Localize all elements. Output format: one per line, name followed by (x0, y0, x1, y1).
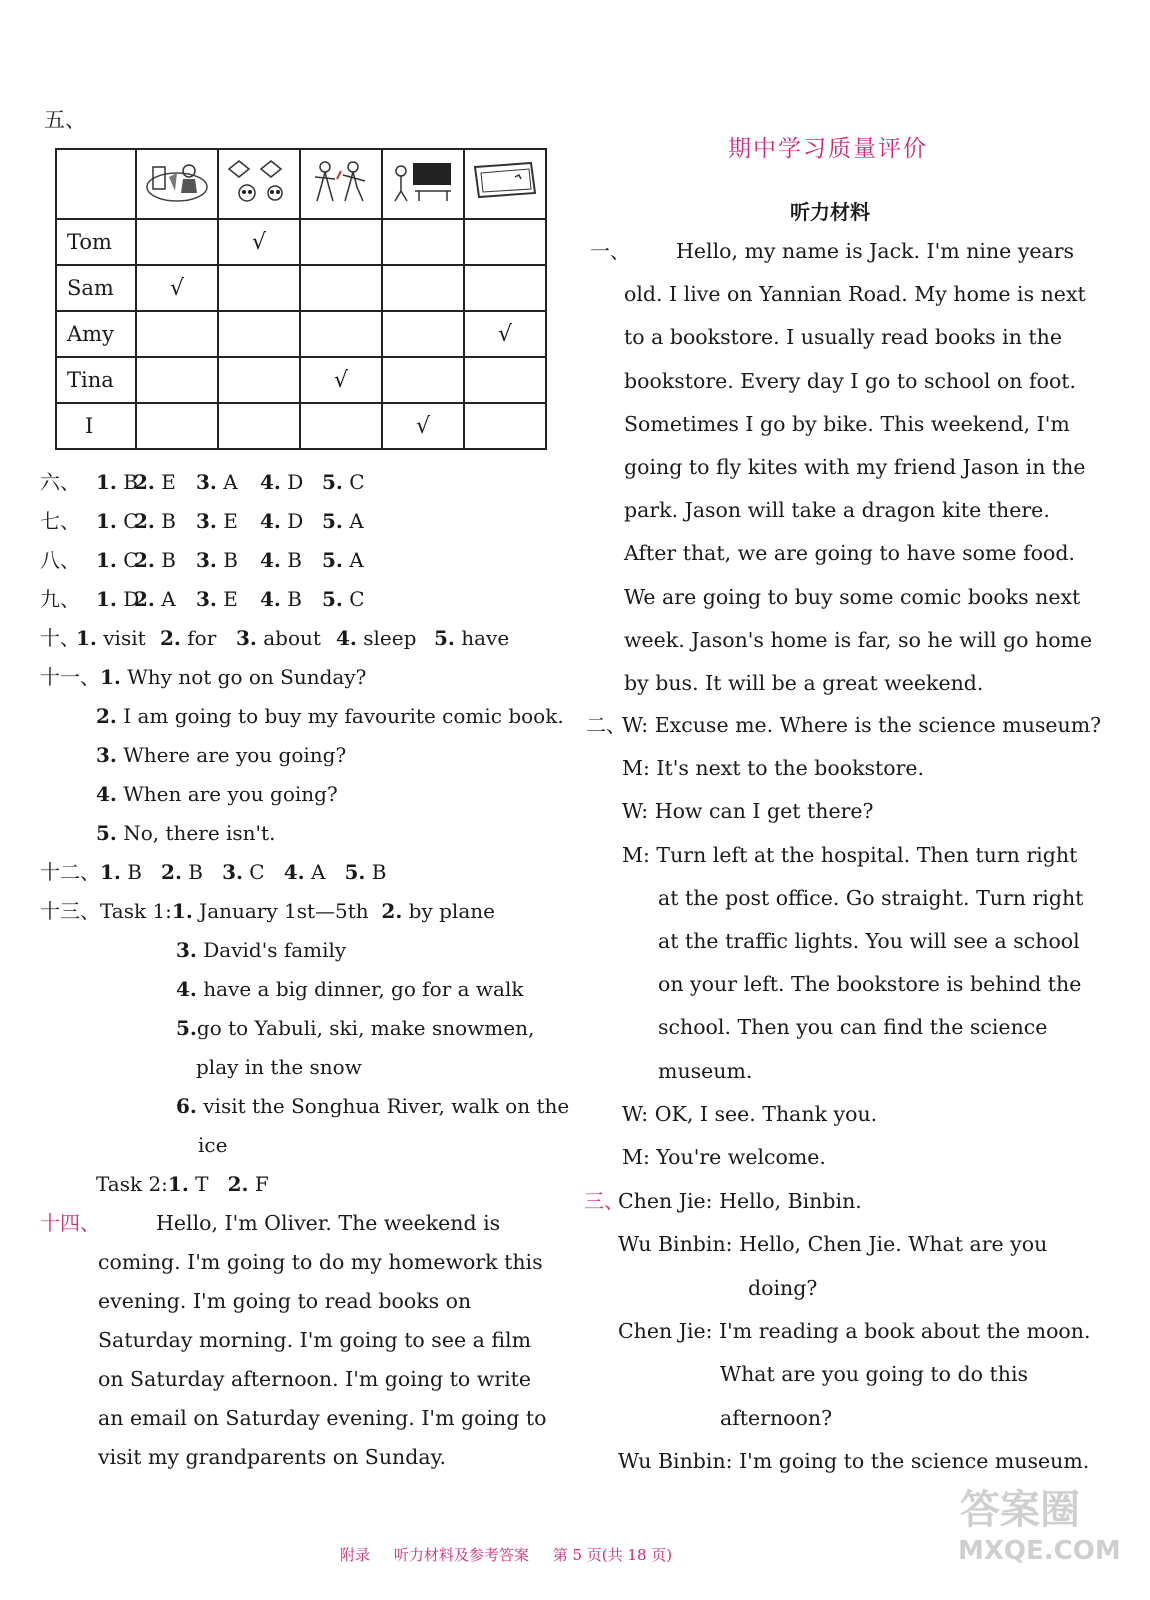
r-sec3-label: 三、 (584, 1189, 624, 1213)
table-row (56, 219, 546, 265)
r-sec1-line: Sometimes I go by bike. This weekend, I'm (624, 411, 1070, 436)
sec14-line: on Saturday afternoon. I'm going to write (98, 1367, 532, 1391)
r-sec3-line: afternoon? (720, 1405, 833, 1430)
answer-item: 1. C (96, 509, 139, 533)
r-sec2-line: school. Then you can find the science (658, 1015, 1048, 1040)
footer-page-number: 第 5 页(共 18 页) (552, 1546, 673, 1564)
table-row (56, 265, 546, 311)
classroom-blackboard-icon (389, 157, 457, 205)
r-sec2-line: at the post office. Go straight. Turn right (658, 885, 1084, 910)
r-sec1-line: going to fly kites with my friend Jason in the (624, 455, 1086, 479)
section-subtitle: 听力材料 (790, 200, 870, 224)
page-title: 期中学习质量评价 (728, 136, 928, 162)
pic-col-1 (136, 149, 218, 219)
check-mark: √ (382, 403, 464, 449)
r-sec2-line: M: It's next to the bookstore. (622, 756, 925, 781)
sec11-line-3: 3. Where are you going? (96, 743, 347, 767)
r-sec2-line: W: OK, I see. Thank you. (622, 1101, 878, 1126)
r-sec3-line: Wu Binbin: I'm going to the science museum. (618, 1448, 1090, 1473)
r-sec3-line: doing? (748, 1275, 818, 1300)
footer-appendix: 附录 (340, 1546, 371, 1564)
r-sec2-label: 二、 (586, 713, 626, 737)
sec14-line: evening. I'm going to read books on (98, 1289, 472, 1313)
r-sec1-label: 一、 (590, 239, 630, 263)
answer-item: 5. A (322, 509, 364, 533)
r-sec1-line: by bus. It will be a great weekend. (624, 671, 984, 695)
sec13-line-1: 十三、Task 1:1. January 1st—5th 2. by plane (40, 899, 495, 923)
answer-item: 1. C (96, 548, 139, 572)
sec13-line-5b: play in the snow (196, 1055, 362, 1079)
r-sec2-line: on your left. The bookstore is behind the (658, 972, 1082, 997)
answer-item: 2. for (160, 626, 217, 650)
r-sec2-line: museum. (658, 1058, 753, 1083)
answer-item: 4. B (260, 587, 302, 611)
answer-item: 4. D (260, 470, 304, 494)
r-sec1-line: Hello, my name is Jack. I'm nine years (676, 239, 1075, 263)
r-sec1-line: old. I live on Yannian Road. My home is next (624, 282, 1086, 307)
r-sec3-line: What are you going to do this (720, 1362, 1029, 1387)
sec14-label: 十四、 (40, 1211, 100, 1235)
row-name: Amy (56, 311, 136, 357)
r-sec2-line: W: Excuse me. Where is the science museum? (622, 713, 1102, 737)
answer-item: 2. B (134, 509, 176, 533)
r-sec3-line: Chen Jie: Hello, Binbin. (618, 1189, 862, 1213)
row-name: Tina (56, 357, 136, 403)
answer-row-label: 十、 (40, 626, 80, 650)
answer-item: 3. about (236, 626, 321, 650)
check-mark: √ (218, 219, 300, 265)
r-sec1-line: We are going to buy some comic books next (624, 584, 1081, 609)
answer-item: 1. B (96, 470, 138, 494)
answer-row-label: 七、 (40, 509, 80, 533)
sec13-task2: Task 2:1. T 2. F (96, 1172, 269, 1196)
sec14-line: coming. I'm going to do my homework this (98, 1250, 543, 1274)
r-sec1-line: park. Jason will take a dragon kite there. (624, 498, 1050, 523)
r-sec1-line: After that, we are going to have some food. (624, 541, 1075, 566)
answer-item: 1. visit (76, 626, 146, 650)
sec11-line-1: 十一、1. Why not go on Sunday? (40, 665, 367, 689)
section-5-label: 五、 (44, 108, 86, 132)
answer-item: 4. D (260, 509, 304, 533)
check-mark: √ (464, 311, 546, 357)
footer (340, 1544, 672, 1565)
sec14-line: visit my grandparents on Sunday. (98, 1445, 446, 1469)
footer-title: 听力材料及参考答案 (393, 1546, 529, 1564)
sec14-line: an email on Saturday evening. I'm going to (98, 1406, 547, 1430)
sec11-line-4: 4. When are you going? (96, 782, 338, 806)
pic-col-2 (218, 149, 300, 219)
sec13-line-3: 3. David's family (176, 938, 347, 962)
answer-row-label: 九、 (40, 587, 80, 611)
answer-item: 2. A (134, 587, 176, 611)
check-mark: √ (300, 357, 382, 403)
sec14-line: Saturday morning. I'm going to see a film (98, 1328, 532, 1352)
sec11-label: 十一、 (40, 665, 100, 689)
row-name: I (56, 403, 136, 449)
watermark-logo: 答案圈 (960, 1487, 1080, 1533)
answer-item: 5. C (322, 587, 365, 611)
answer-row-label: 八、 (40, 548, 80, 572)
sec12-line: 十二、1. B 2. B 3. C 4. A 5. B (40, 860, 387, 884)
answer-item: 4. B (260, 548, 302, 572)
pic-col-5 (464, 149, 546, 219)
answer-item: 3. A (196, 470, 238, 494)
r-sec2-line: at the traffic lights. You will see a school (658, 929, 1080, 953)
kite-panda-icon (225, 157, 293, 205)
answer-row-label: 六、 (40, 470, 80, 494)
dancing-kids-icon (307, 157, 375, 205)
table-row (56, 403, 546, 449)
answer-item: 5. C (322, 470, 365, 494)
answer-item: 3. B (196, 548, 238, 572)
answer-item: 1. D (96, 587, 140, 611)
sec13-line-6b: ice (198, 1133, 228, 1157)
table-corner (56, 149, 136, 219)
sec13-line-6: 6. visit the Songhua River, walk on the (176, 1094, 570, 1118)
check-mark: √ (136, 265, 218, 311)
answer-item: 5. A (322, 548, 364, 572)
row-name: Sam (56, 265, 136, 311)
pic-col-4 (382, 149, 464, 219)
answer-item: 3. E (196, 509, 238, 533)
watermark-url: MXQE.COM (958, 1536, 1121, 1566)
table-row (56, 311, 546, 357)
sec11-line-2: 2. I am going to buy my favourite comic book. (96, 704, 564, 728)
r-sec2-line: W: How can I get there? (622, 799, 874, 824)
letter-envelope-icon (471, 157, 539, 205)
r-sec3-line: Wu Binbin: Hello, Chen Jie. What are you (618, 1232, 1048, 1257)
r-sec3-line: Chen Jie: I'm reading a book about the moon. (618, 1318, 1091, 1343)
r-sec2-line: M: You're welcome. (622, 1145, 826, 1169)
answer-item: 5. have (434, 626, 510, 650)
r-sec1-line: bookstore. Every day I go to school on foot. (624, 368, 1077, 393)
sec14-line: Hello, I'm Oliver. The weekend is (156, 1211, 501, 1235)
answer-item: 3. E (196, 587, 238, 611)
r-sec2-line: M: Turn left at the hospital. Then turn right (622, 842, 1078, 867)
sec13-line-4: 4. have a big dinner, go for a walk (176, 977, 524, 1001)
r-sec1-line: to a bookstore. I usually read books in the (624, 325, 1063, 350)
answer-table (55, 148, 547, 450)
sec12-label: 十二、 (40, 860, 100, 884)
cooking-scene-icon (143, 157, 211, 205)
answer-item: 4. sleep (336, 626, 417, 650)
row-name: Tom (56, 219, 136, 265)
r-sec1-line: week. Jason's home is far, so he will go home (624, 627, 1093, 652)
pic-col-3 (300, 149, 382, 219)
answer-item: 2. B (134, 548, 176, 572)
table-row (56, 357, 546, 403)
sec13-line-5: 5.go to Yabuli, ski, make snowmen, (176, 1016, 535, 1040)
answer-item: 2. E (134, 470, 176, 494)
sec11-line-5: 5. No, there isn't. (96, 821, 276, 845)
